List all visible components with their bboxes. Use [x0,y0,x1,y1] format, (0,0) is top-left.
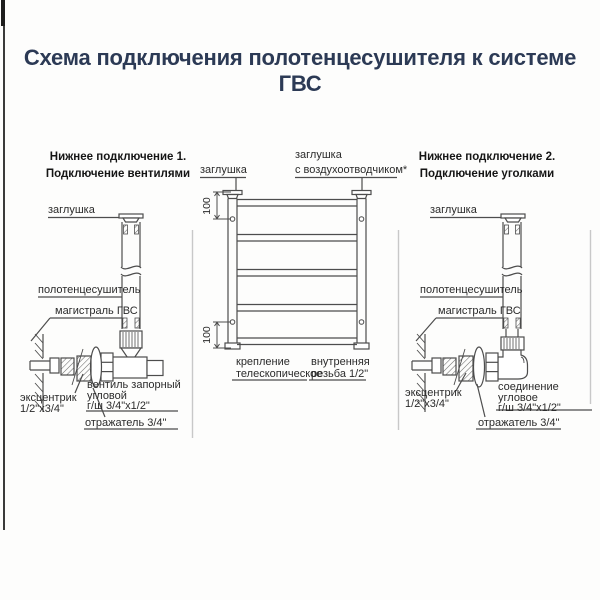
middle-label-thread-line2: резьба 1/2" [311,368,369,380]
left-header-line1: Нижнее подключение 1. [49,151,187,163]
middle-dimension-bottom: 100 [201,326,213,344]
middle-diagram-drawing [200,178,397,381]
right-label-corner-line1: соединение [498,381,559,393]
right-header-line1: Нижнее подключение 2. [418,151,556,163]
mount-points [230,217,364,325]
right-label-reflector: отражатель 3/4" [478,417,560,429]
right-label-corner-line2: угловое [498,392,538,404]
left-label-eccentric-line2: 1/2"x3/4" [20,403,64,415]
left-label-plug: заглушка [48,204,95,216]
left-label-valve-line2: угловой [87,390,127,402]
left-label-towel-rail: полотенцесушитель [38,284,141,296]
right-label-main: магистраль ГВС [438,305,521,317]
middle-label-mount-line1: крепление [236,356,290,368]
right-reflector [474,347,485,387]
middle-label-mount-line2: телескопическое [236,368,323,380]
right-label-towel-rail: полотенцесушитель [420,284,523,296]
left-label-eccentric-line1: эксцентрик [20,392,77,404]
rungs [237,200,357,345]
pipe-break [502,266,522,269]
left-label-valve-line1: вентиль запорный [87,379,181,391]
middle-label-air-plug-line2: с воздухоотводчиком* [295,164,408,176]
right-label-corner-line3: г/ш 3/4"x1/2" [498,402,561,414]
pipe-break [121,266,141,269]
left-label-main: магистраль ГВС [55,305,138,317]
left-eccentric [61,358,74,375]
right-eccentric [443,358,456,375]
right-union-nut [501,337,524,350]
right-elbow [498,350,528,379]
middle-label-thread-line1: внутренняя [311,356,370,368]
right-header-line2: Подключение уголками [419,168,555,180]
right-label-eccentric-line2: 1/2"x3/4" [405,398,449,410]
right-label-plug: заглушка [430,204,477,216]
page-title: Схема подключения полотенцесушителя к системе ГВС [23,45,577,96]
left-label-reflector: отражатель 3/4" [85,417,167,429]
middle-label-air-plug-line1: заглушка [295,149,342,161]
middle-label-plug: заглушка [200,164,247,176]
left-label-valve-line3: г/ш 3/4"x1/2" [87,400,150,412]
right-label-eccentric-line1: эксцентрик [405,387,462,399]
left-header-line2: Подключение вентилями [45,168,191,180]
left-valve-body [112,357,147,378]
middle-dimension-top: 100 [201,197,213,215]
